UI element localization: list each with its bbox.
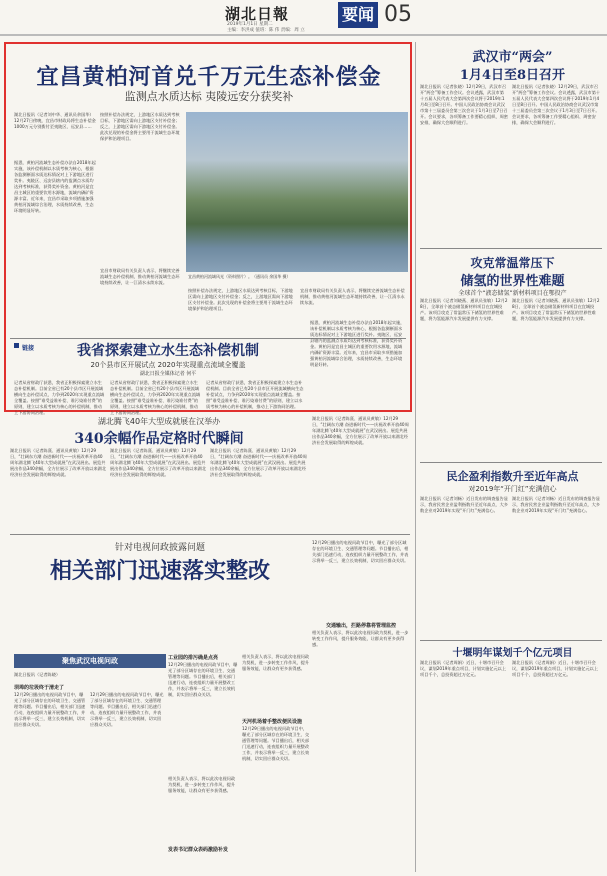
shiyan-body-1: 湖北日报讯（记者周娟）近日，十堰市召开会议，谋划2019年重点项目，计划实施亿元以上项目千个，总投资超过万亿元。 — [420, 660, 507, 677]
column-divider — [415, 42, 416, 872]
exhibition-kicker: 湖北腾飞40年大型成就展在汉举办 — [97, 417, 221, 426]
lead-body-photo-left: 按照补偿办法规定，上游地区水质达到考核目标，下游地区需向上游地区支付补偿金；反之，上游地区需向下游地区支付补偿金。此次兑现的补偿金将主要用于流域生态环境保护和治理项目。 — [188, 288, 293, 311]
exhibition-headline[interactable]: 340余幅作品定格时代瞬间 — [74, 431, 244, 447]
private-enterprise-subheadline: 对2019年“开门红”充满信心 — [468, 485, 557, 493]
tv-inquiry-headline[interactable]: 相关部门迅速落实整改 — [49, 558, 270, 584]
exhibition-body-4: 湖北日报讯（记者陈熹、通讯员黄敏）12月29日，“壮阔东方潮 奋进新时代——庆祝改革开放40周年湖北腾飞40年大型成就展”在武汉展出。展览共展出作品340余幅，全方位展示了改革开放以来湖北经济社会发展取得的辉煌成就。 — [312, 416, 409, 445]
wuhan-sessions-headline-1[interactable]: 武汉市“两会” — [472, 50, 553, 65]
lead-body-mid: 按照补偿办法规定，上游地区水质达到考核目标，下游地区需向上游地区支付补偿金；反之，上游地区需向下游地区支付补偿金。此次兑现的补偿金将主要用于流域生态环境保护和治理项目。 — [100, 112, 180, 141]
right-divider-3 — [420, 640, 602, 641]
exhibition-body-1: 湖北日报讯（记者陈熹、通讯员黄敏）12月29日，“壮阔东方潮 奋进新时代——庆祝改革开放40周年湖北腾飞40年大型成就展”在武汉展出。展览共展出作品340余幅，全方位展示了改革开放以来湖北经济社会发展取得的辉煌成就。 — [10, 448, 106, 477]
editor-line: 主编：李洪成 值班：陈 伟 责编：周 立 — [227, 27, 305, 33]
tv-inquiry-banner: 聚焦武汉电视问政 — [14, 654, 166, 668]
river-photo — [186, 112, 408, 272]
hydrogen-headline-1[interactable]: 攻克常温常压下 — [470, 256, 555, 270]
shiyan-body-2: 湖北日报讯（记者周娟）近日，十堰市召开会议，谋划2019年重点项目，计划实施亿元以上项目千个，总投资超过万亿元。 — [512, 660, 599, 677]
tv-inquiry-body-6: 12月29日播出的电视问政节目中，曝光了部分区域存在的环境卫生、交通管理等问题。节目播出后，相关部门迅速行动，连夜组织力量开展整改工作，并表示将举一反三，建立长效机制，切实回应群众关切。 — [242, 726, 310, 761]
hydrogen-subheadline: 全球首个“液态储氢”新材料项目在鄂投产 — [458, 290, 567, 297]
link-tag: 链接 — [22, 345, 35, 352]
tv-inquiry-body-5: 相关负责人表示，将以此次电视问政为契机，进一步转变工作作风，提升服务效能，让群众有更多获得感。 — [242, 654, 310, 671]
exhibition-body-3: 湖北日报讯（记者陈熹、通讯员黄敏）12月29日，“壮阔东方潮 奋进新时代——庆祝改革开放40周年湖北腾飞40年大型成就展”在武汉展出。展览共展出作品340余幅，全方位展示了改革开放以来湖北经济社会发展取得的辉煌成就。 — [210, 448, 307, 477]
sub-feature-body-2: 记者从省财政厅获悉，我省正积极探索建立水生态补偿机制。目前全省已有20个县市区开展流域横向生态补偿试点，力争到2020年实现重点流域全覆盖。按照“谁受益谁补偿、谁污染谁付费”的原则，建立以水质考核为核心的补偿机制，推动上下游协同治理。 — [110, 380, 201, 415]
tv-inquiry-body-1: 12月29日播出的电视问政节目中，曝光了部分区域存在的环境卫生、交通管理等问题。节目播出后，相关部门迅速行动，连夜组织力量开展整改工作，并表示将举一反三，建立长效机制，切实回应群众关切。 — [14, 692, 86, 727]
exhibition-body-2: 湖北日报讯（记者陈熹、通讯员黄敏）12月29日，“壮阔东方潮 奋进新时代——庆祝改革开放40周年湖北腾飞40年大型成就展”在武汉展出。展览共展出作品340余幅，全方位展示了改革开放以来湖北经济社会发展取得的辉煌成就。 — [110, 448, 206, 477]
tv-inquiry-byline: 湖北日报讯（记者陈晓） — [14, 672, 61, 677]
tv-inquiry-body-top: 12月29日播出的电视问政节目中，曝光了部分区域存在的环境卫生、交通管理等问题。节目播出后，相关部门迅速行动，连夜组织力量开展整改工作，并表示将举一反三，建立长效机制，切实回应群众关切。 — [312, 540, 409, 563]
page-number: 05 — [384, 2, 412, 27]
lead-body-photo-right: 宜昌市财政局有关负责人表示，将继续完善流域生态补偿机制，推动黄柏河流域生态环境持续改善，让一江清水永续东流。 — [300, 288, 405, 305]
lead-headline[interactable]: 宜昌黄柏河首兑千万元生态补偿金 — [36, 64, 382, 90]
wuhan-sessions-body-1: 湖北日报讯（记者张晓）12月29日，武汉市召开“两会”筹备工作会议。会议透露，武汉市第十五届人民代表大会第四次会议将于2019年1月4日至8日召开。中国人民政治协商会议武汉市第十三届委员会第三次会议于1月3日至7日召开。会议要求，各项筹备工作要精心组织、周密安排，确保大会顺利进行。 — [420, 84, 508, 125]
link-tag-marker — [14, 343, 19, 348]
hydrogen-body-1: 湖北日报讯（记者刘晓燕、通讯员张敏）12月28日，全球首个液态储氢新材料项目在宜城投产。该项目攻克了常温常压下储氢的世界性难题，将为氢能源汽车发展提供有力支撑。 — [420, 298, 508, 321]
shiyan-headline[interactable]: 十堰明年谋划千个亿元项目 — [452, 648, 573, 659]
masthead-meta — [227, 22, 305, 33]
lead-body-cont: 宜昌市财政局有关负责人表示，将继续完善流域生态补偿机制，推动黄柏河流域生态环境持续改善，让一江清水永续东流。 — [100, 268, 180, 285]
tv-inquiry-subhead-3: 天河机场着手整改便民设施 — [242, 719, 303, 725]
tv-inquiry-body-right: 相关负责人表示，将以此次电视问政为契机，进一步转变工作作风，提升服务效能，让群众有更多获得感。 — [312, 630, 409, 647]
hydrogen-body-2: 湖北日报讯（记者刘晓燕、通讯员张敏）12月28日，全球首个液态储氢新材料项目在宜城投产。该项目攻克了常温常压下储氢的世界性难题，将为氢能源汽车发展提供有力支撑。 — [512, 298, 600, 321]
sub-feature-body-4: 据悉，黄柏河流域生态补偿办法自2018年起实施，该补偿机制以水质考核为核心，根据各监测断面水质达标情况对上下游地区进行奖补。夷陵区、远安县辖内的监测点水质均达到考核标准，获得奖补资金。黄柏河是宜昌主城区的重要饮用水源地，流域内磷矿资源丰富。近年来，宜昌市采取多项措施加强黄柏河流域综合治理，水质持续改善，生态环境明显好转。 — [310, 320, 405, 367]
lead-byline: 湖北日报讯（记者刘中华、通讯员余国华）12月27日傍晚，宜昌市财政局将生态补偿金1000万元分别拨付至夷陵区、远安县…… — [14, 112, 96, 129]
lead-body-left: 据悉，黄柏河流域生态补偿办法自2018年起实施，该补偿机制以水质考核为核心，根据各监测断面水质达标情况对上下游地区进行奖补。夷陵区、远安县辖内的监测点水质均达到考核标准，获得奖补资金。黄柏河是宜昌主城区的重要饮用水源地，流域内磷矿资源丰富。近年来，宜昌市采取多项措施加强黄柏河流域综合治理，水质持续改善，生态环境明显好转。 — [14, 160, 96, 213]
private-enterprise-headline[interactable]: 民企盈利指数升至近年高点 — [446, 470, 579, 483]
tv-inquiry-body-2: 12月29日播出的电视问政节目中，曝光了部分区域存在的环境卫生、交通管理等问题。节目播出后，相关部门迅速行动，连夜组织力量开展整改工作，并表示将举一反三，建立长效机制，切实回应群众关切。 — [90, 692, 164, 727]
tv-inquiry-subhead-1: 坝埠的垃圾终于清走了 — [14, 685, 65, 691]
section-label: 要闻 — [338, 2, 378, 28]
lead-subheadline: 监测点水质达标 夷陵远安分获奖补 — [124, 90, 294, 103]
tv-inquiry-body-4: 相关负责人表示，将以此次电视问政为契机，进一步转变工作作风，提升服务效能，让群众有更多获得感。 — [168, 776, 236, 793]
sub-feature-body-1: 记者从省财政厅获悉，我省正积极探索建立水生态补偿机制。目前全省已有20个县市区开展流域横向生态补偿试点，力争到2020年实现重点流域全覆盖。按照“谁受益谁补偿、谁污染谁付费”的原则，建立以水质考核为核心的补偿机制，推动上下游协同治理。 — [14, 380, 105, 415]
sub-feature-byline: 湖北日报全媒体记者 何平 — [139, 371, 197, 377]
right-divider-2 — [420, 462, 602, 463]
mid-divider — [10, 534, 410, 535]
tv-inquiry-subhead-4: 交通输出，拦路停靠将管理监控 — [325, 623, 396, 629]
sub-feature-headline[interactable]: 我省探索建立水生态补偿机制 — [77, 343, 259, 359]
wuhan-sessions-headline-2[interactable]: 1月4日至8日召开 — [459, 68, 566, 83]
tv-inquiry-subhead-2: 工业园的排污确是点亮 — [168, 655, 219, 661]
wuhan-sessions-body-2: 湖北日报讯（记者张晓）12月29日，武汉市召开“两会”筹备工作会议。会议透露，武汉市第十五届人民代表大会第四次会议将于2019年1月4日至8日召开。中国人民政治协商会议武汉市第十三届委员会第三次会议于1月3日至7日召开。会议要求，各项筹备工作要精心组织、周密安排，确保大会顺利进行。 — [512, 84, 601, 125]
tv-inquiry-body-3: 12月29日播出的电视问政节目中，曝光了部分区域存在的环境卫生、交通管理等问题。节目播出后，相关部门迅速行动，连夜组织力量开展整改工作，并表示将举一反三，建立长效机制，切实回应群众关切。 — [168, 662, 238, 697]
date-line: 2019年1月1日 星期二 — [227, 22, 273, 27]
newspaper-logo: 湖北日報 — [225, 5, 290, 23]
private-enterprise-body-1: 湖北日报讯（记者刘畅）近日发布的调查报告显示，我省民营企业盈利指数升至近年高点，大多数企业对2019年实现“开门红”充满信心。 — [420, 496, 508, 513]
tv-inquiry-subhead-5: 发表书记群众表码激励补发 — [168, 847, 229, 853]
photo-caption: 宜昌黄柏河流域风光（资料照片）。（通讯员 余国华 摄） — [188, 274, 291, 279]
tv-inquiry-kicker: 针对电视问政披露问题 — [114, 543, 205, 553]
private-enterprise-body-2: 湖北日报讯（记者刘畅）近日发布的调查报告显示，我省民营企业盈利指数升至近年高点，大多数企业对2019年实现“开门红”充满信心。 — [512, 496, 600, 513]
hydrogen-headline-2[interactable]: 储氢的世界性难题 — [460, 274, 565, 289]
sub-feature-subheadline: 20个县市区开展试点 2020年实现重点流域全覆盖 — [90, 361, 246, 369]
right-divider-1 — [420, 248, 602, 249]
sub-feature-body-3: 记者从省财政厅获悉，我省正积极探索建立水生态补偿机制。目前全省已有20个县市区开展流域横向生态补偿试点，力争到2020年实现重点流域全覆盖。按照“谁受益谁补偿、谁污染谁付费”的原则，建立以水质考核为核心的补偿机制，推动上下游协同治理。 — [206, 380, 304, 409]
